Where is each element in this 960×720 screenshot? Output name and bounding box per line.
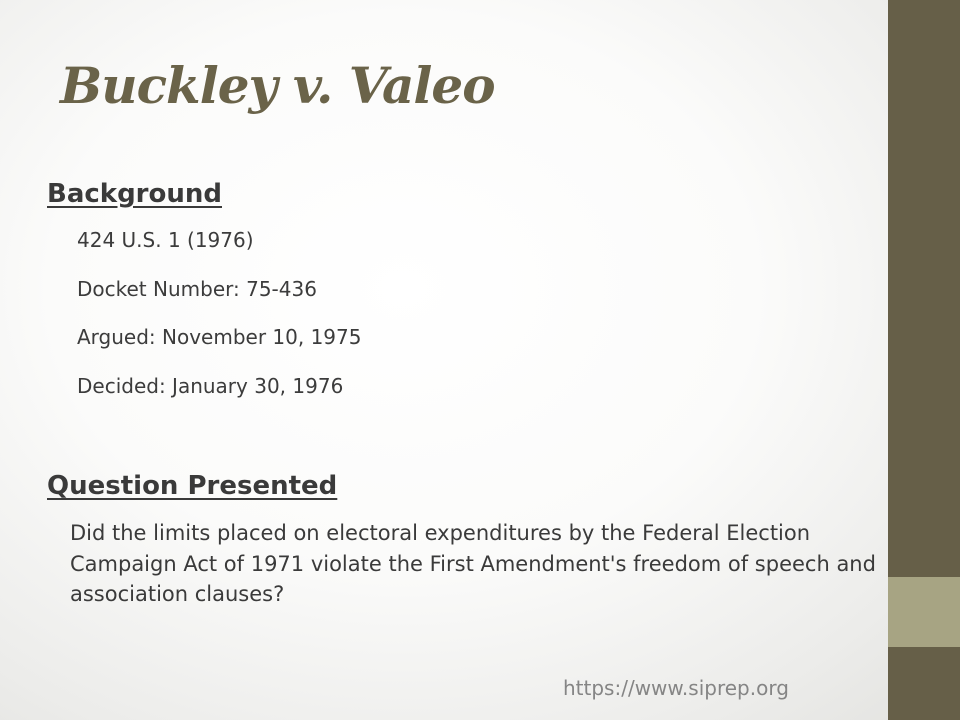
- question-presented-heading: Question Presented: [47, 471, 338, 501]
- background-list: [77, 228, 361, 422]
- footer-url: https://www.siprep.org: [563, 676, 789, 700]
- background-heading: Background: [47, 179, 222, 209]
- docket-number-item: Docket Number: 75-436: [77, 276, 317, 301]
- argued-date-item: Argued: November 10, 1975: [77, 325, 362, 349]
- sidebar-accent-block: [888, 577, 960, 647]
- citation-item: 424 U.S. 1 (1976): [77, 228, 254, 252]
- decided-date-item: Decided: January 30, 1976: [77, 373, 344, 398]
- slide-title: Buckley v. Valeo: [60, 56, 495, 115]
- question-presented-text: Did the limits placed on electoral expenditures by the Federal Election Campaign Act of 1971 violate the First Amendment's freedom of speech and association clauses?: [70, 521, 876, 606]
